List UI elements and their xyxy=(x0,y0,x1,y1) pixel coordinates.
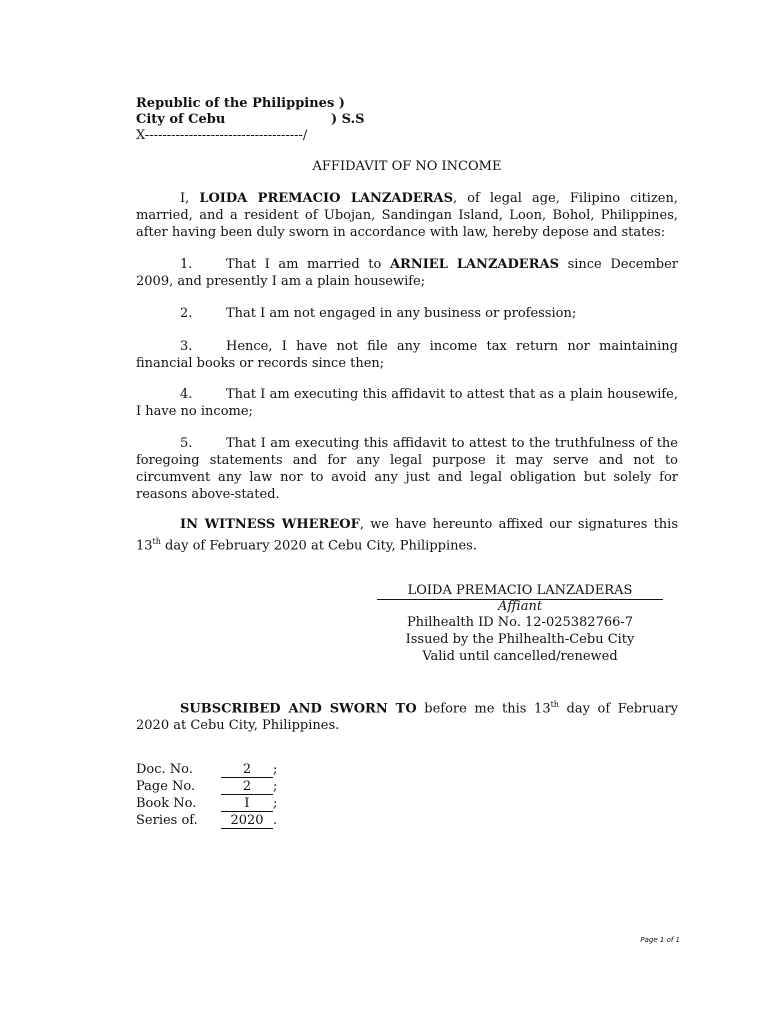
jurat-paragraph: SUBSCRIBED AND SWORN TO before me this 13th day of February 2020 at Cebu City, Philippines. xyxy=(136,700,678,734)
affiant-name-intro: LOIDA PREMACIO LANZADERAS xyxy=(199,191,453,206)
register-row-page: Page No. 2 ; xyxy=(136,779,278,794)
register-row-series: Series of. 2020 . xyxy=(136,813,278,828)
venue-line-city: City of Cebu xyxy=(136,112,226,127)
register-row-doc: Doc. No. 2 ; xyxy=(136,762,278,777)
item-5: 5. That I am executing this affidavit to attest to the truthfulness of the foregoing statements and for any legal purpose it may serve and not to circumvent any law nor to avoid any just and legal obligation but solely for reasons above-stated. xyxy=(136,436,678,502)
signature-valid: Valid until cancelled/renewed xyxy=(422,649,618,664)
page-number: Page 1 of 1 xyxy=(640,936,680,944)
document-title: AFFIDAVIT OF NO INCOME xyxy=(312,159,502,174)
venue-rule: X------------------------------------/ xyxy=(136,128,308,143)
notarial-register xyxy=(136,761,277,829)
item-4: 4. That I am executing this affidavit to attest that as a plain housewife, I have no income; xyxy=(136,387,678,419)
spouse-name: ARNIEL LANZADERAS xyxy=(389,257,559,272)
witness-paragraph: IN WITNESS WHEREOF, we have hereunto affixed our signatures this 13th day of February 2020 at Cebu City, Philippines. xyxy=(136,517,678,554)
signature-name: LOIDA PREMACIO LANZADERAS xyxy=(407,583,633,598)
venue-line-republic: Republic of the Philippines ) xyxy=(136,96,345,111)
item-1: 1. That I am married to ARNIEL LANZADERAS since December 2009, and presently I am a plain housewife; xyxy=(136,257,678,289)
signature-role: Affiant xyxy=(497,599,543,614)
signature-id: Philhealth ID No. 12-025382766-7 xyxy=(406,615,634,630)
signature-issued: Issued by the Philhealth-Cebu City xyxy=(405,632,635,647)
register-row-book: Book No. I ; xyxy=(136,796,278,811)
intro-paragraph: I, LOIDA PREMACIO LANZADERAS, of legal age, Filipino citizen, married, and a resident of Ubojan, Sandingan Island, Loon, Bohol, Philippines, after having been duly sworn in accordance with law, hereby depose and states: xyxy=(136,191,678,240)
item-3: 3. Hence, I have not file any income tax return nor maintaining financial books or records since then; xyxy=(136,339,678,371)
item-2: 2. That I am not engaged in any business or profession; xyxy=(180,306,577,321)
venue-ss: ) S.S xyxy=(331,112,365,127)
